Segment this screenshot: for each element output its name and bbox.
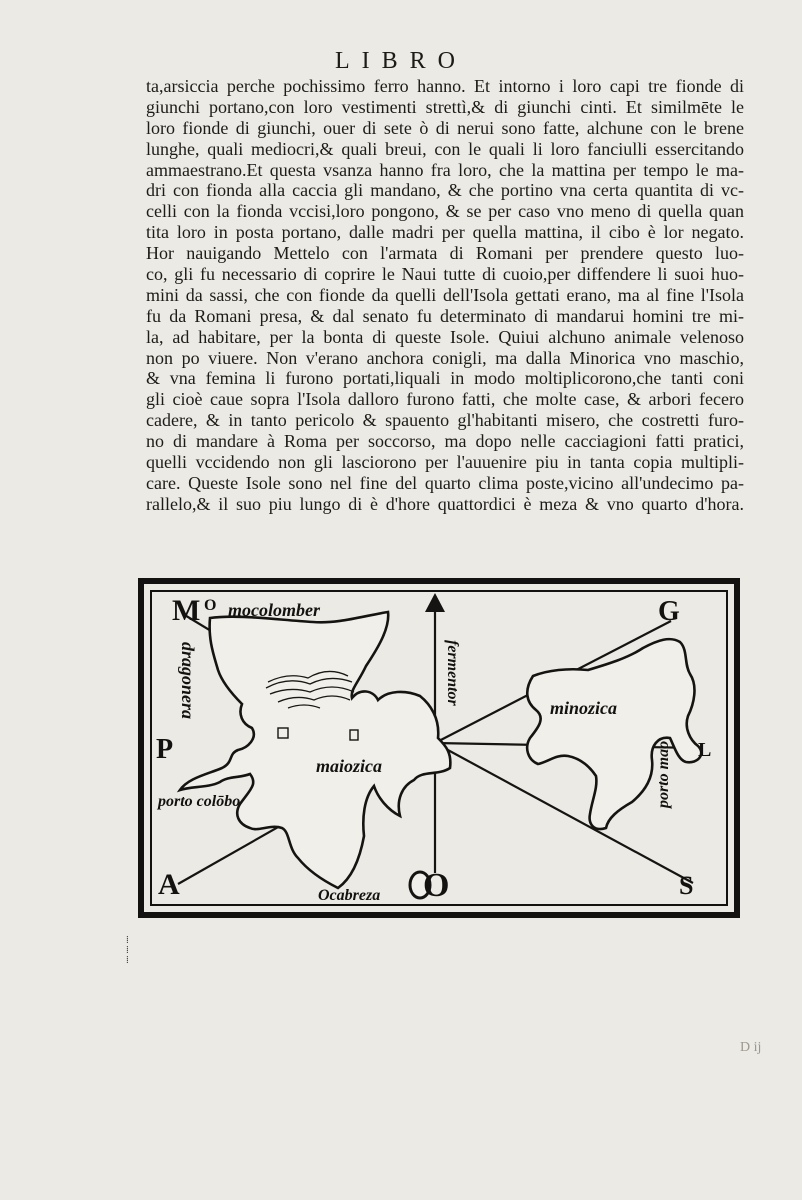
text-line: la, ad habitare, per la bonta di queste Isole. Quiui alchuno animale velenoso: [146, 326, 744, 347]
text-line: celli con la fionda vccisi,loro pongono, & se per caso vno meno di quella quan: [146, 201, 744, 222]
text-line: dri con fionda alla caccia gli mandano, & che portino vna certa quantita di vc-: [146, 180, 744, 201]
woodcut-map: [138, 578, 740, 918]
page-signature: D ij: [740, 1040, 762, 1055]
body-text: [146, 76, 744, 515]
wind-letter-e: L: [698, 739, 712, 761]
label-maiozica: maiozica: [316, 756, 382, 776]
text-line: loro fionde di giunchi, ouer di sete ò di nerui sono fatte, alchune con le brene: [146, 117, 744, 138]
wind-letter-nw-small: O: [204, 597, 217, 614]
text-line: giunchi portano,con loro vestimenti strettì,& di giunchi cinti. Et similmēte le: [146, 96, 744, 117]
text-line: tita loro in posta portano, dalle madri per quella mattina, il cibo è lor negato.: [146, 222, 744, 243]
running-head: LIBRO: [335, 48, 467, 74]
text-line: lunghe, quali mediocri,& quali breui, con le quali li loro fanciulli essercitando: [146, 138, 744, 159]
text-line: cadere, & in tanto pericolo & spauento gl'habitanti misero, che costretti furo-: [146, 410, 744, 431]
text-line: care. Queste Isole sono nel fine del quarto clima poste,vicino all'undecimo pa-: [146, 472, 744, 493]
label-minozica: minozica: [550, 698, 618, 718]
text-line: & vna femina li furono portati,liquali in modo moltiplicorono,che tanti coni: [146, 368, 744, 389]
label-cabrera: Ocabreza: [318, 887, 381, 904]
text-line: non po viuere. Non v'erano anchora conigli, ma dalla Minorica vno maschio,: [146, 347, 744, 368]
label-mocolomber: mocolomber: [228, 600, 320, 620]
menorca-island: [527, 639, 701, 829]
south-letter: O: [423, 867, 450, 904]
text-line: co, gli fu necessario di coprire le Naui tutte di cuoio,per diffendere li suoi huo-: [146, 264, 744, 285]
text-line: rallelo,& il suo piu lungo di è d'hore quattordici è meza & vno quarto d'hora.: [146, 493, 744, 514]
text-line: ammaestrano.Et questa vsanza hanno fra loro, che la mattina per tempo le ma-: [146, 159, 744, 180]
margin-marks: ⁞ ⁞ ⁞: [126, 935, 129, 966]
wind-letter-nw: M: [172, 594, 201, 627]
text-line: mini da sassi, che con fionde da quelli dell'Isola gettati erano, ma al fine l'Isola: [146, 284, 744, 305]
text-line: Hor nauigando Mettelo con l'armata di Romani per prendere questo luo-: [146, 243, 744, 264]
text-line: ta,arsiccia perche pochissimo ferro hanno. Et intorno i loro capi tre fionde di: [146, 76, 744, 96]
text-line: quelli vccidendo non gli lasciorono per l'auuenire piu in tanta copia multipli-: [146, 452, 744, 473]
label-dragonera: dragonera: [178, 642, 198, 720]
wind-letter-sw: A: [158, 868, 180, 901]
text-line: no di mandare à Roma per soccorso, ma dopo nelle cacciagioni fatti pratici,: [146, 431, 744, 452]
label-porto-colombo: porto colōbo: [158, 793, 241, 810]
wind-letter-se: S: [679, 871, 694, 900]
label-fermentor: fermentor: [444, 640, 461, 706]
mallorca-island: [180, 612, 450, 888]
text-line: gli cioè caue sopra l'Isola dalloro furono fatti, che molte case, & arbori fecero: [146, 389, 744, 410]
wind-letter-w: P: [156, 734, 174, 765]
wind-letter-ne: G: [658, 596, 680, 627]
label-porto-mao: porto mao: [655, 740, 672, 808]
text-line: fu da Romani presa, & dal senato fu determinato di mandarui homini tre mi-: [146, 305, 744, 326]
north-arrow: [425, 593, 445, 612]
